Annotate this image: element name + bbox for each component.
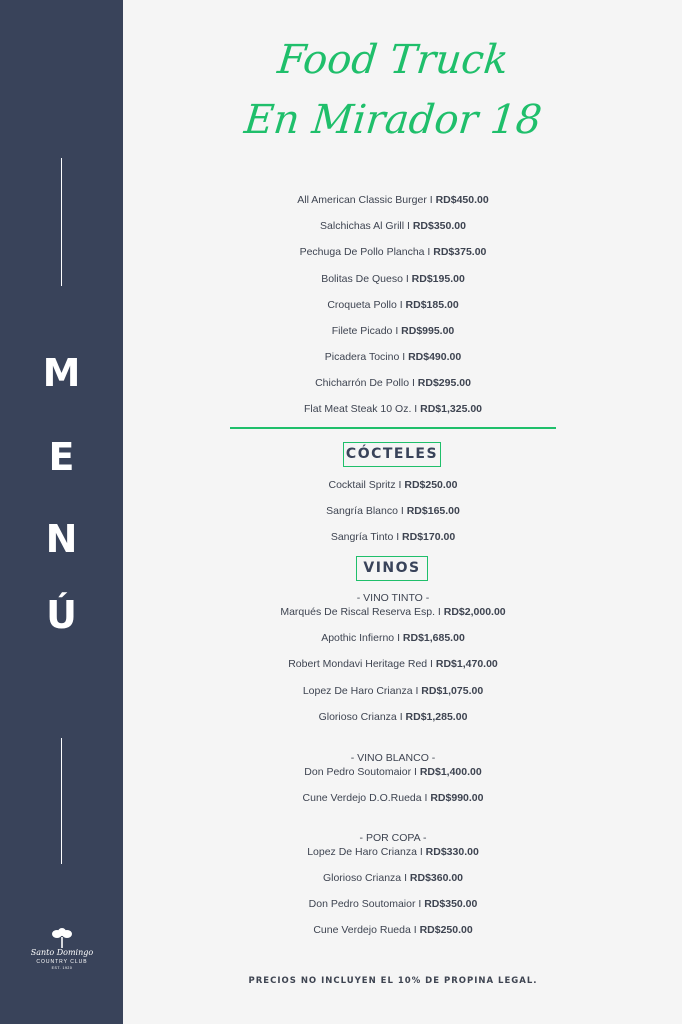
item-price: RD$1,400.00 (419, 766, 482, 778)
item-name: Robert Mondavi Heritage Red I (288, 658, 436, 670)
menu-letter: M (42, 351, 81, 395)
menu-item (230, 246, 556, 258)
item-name: Sangría Blanco I (326, 505, 407, 517)
item-price: RD$350.00 (412, 220, 466, 232)
logo-est: EST. 1920 (51, 966, 73, 970)
item-price: RD$2,000.00 (443, 606, 506, 618)
page-title-line1: Food Truck (275, 37, 511, 83)
item-price: RD$995.00 (401, 325, 455, 337)
menu-letter: E (48, 435, 75, 479)
item-name: Lopez De Haro Crianza I (307, 846, 426, 858)
item-price: RD$1,470.00 (435, 658, 498, 670)
item-name: Lopez De Haro Crianza I (302, 685, 422, 697)
vinos-heading: VINOS (356, 556, 428, 581)
footer-note: PRECIOS NO INCLUYEN EL 10% DE PROPINA LEGAL. (248, 976, 538, 986)
menu-letter: Ú (46, 593, 77, 637)
menu-item (230, 377, 556, 389)
item-name: Picadera Tocino I (324, 351, 409, 363)
item-name: Flat Meat Steak 10 Oz. I (303, 403, 421, 415)
menu-item (230, 792, 556, 804)
menu-item (230, 924, 556, 936)
item-name: Don Pedro Soutomaior I (304, 766, 420, 778)
item-name: Sangría Tinto I (330, 531, 403, 543)
sidebar-top-divider (61, 158, 62, 286)
menu-item (230, 505, 556, 517)
menu-item (230, 273, 556, 285)
menu-item (230, 898, 556, 910)
item-name: All American Classic Burger I (297, 194, 436, 206)
item-price: RD$375.00 (433, 246, 487, 258)
item-price: RD$250.00 (404, 479, 458, 491)
menu-item (230, 220, 556, 232)
club-logo (18, 928, 106, 988)
menu-item (230, 531, 556, 543)
item-name: Marqués De Riscal Reserva Esp. I (280, 606, 444, 618)
item-name: Glorioso Crianza I (322, 872, 410, 884)
item-price: RD$350.00 (424, 898, 478, 910)
menu-item (230, 299, 556, 311)
item-price: RD$1,685.00 (402, 632, 465, 644)
menu-item (230, 479, 556, 491)
item-name: Salchichas Al Grill I (320, 220, 413, 232)
item-name: Pechuga De Pollo Plancha I (299, 246, 434, 258)
item-price: RD$1,325.00 (420, 403, 483, 415)
section-divider (230, 427, 556, 429)
item-price: RD$295.00 (417, 377, 471, 389)
item-price: RD$330.00 (425, 846, 479, 858)
sidebar (0, 0, 123, 1024)
sidebar-bottom-divider (61, 738, 62, 864)
item-price: RD$990.00 (430, 792, 484, 804)
category-label: - POR COPA - (359, 832, 427, 844)
item-price: RD$250.00 (419, 924, 473, 936)
menu-item (230, 872, 556, 884)
item-price: RD$490.00 (408, 351, 462, 363)
cocteles-heading: CÓCTELES (343, 442, 441, 467)
item-price: RD$450.00 (435, 194, 489, 206)
menu-item (230, 351, 556, 363)
item-price: RD$165.00 (406, 505, 460, 517)
menu-letter: N (45, 517, 78, 561)
item-price: RD$170.00 (402, 531, 456, 543)
category-label: - VINO BLANCO - (350, 752, 436, 764)
menu-item (230, 766, 556, 778)
item-name: Bolitas De Queso I (321, 273, 412, 285)
menu-item (230, 685, 556, 697)
item-name: Cocktail Spritz I (328, 479, 405, 491)
page-title-line2: En Mirador 18 (242, 97, 544, 143)
category-label: - VINO TINTO - (356, 592, 430, 604)
menu-item (230, 606, 556, 618)
logo-script: Santo Domingo (30, 948, 94, 957)
item-name: Croqueta Pollo I (327, 299, 406, 311)
item-name: Apothic Infierno I (321, 632, 403, 644)
menu-item (230, 194, 556, 206)
menu-item (230, 325, 556, 337)
menu-item (230, 403, 556, 415)
item-price: RD$360.00 (409, 872, 464, 884)
item-name: Chicharrón De Pollo I (315, 377, 418, 389)
menu-item (230, 846, 556, 858)
menu-item (230, 711, 556, 723)
palm-tree-icon (50, 928, 74, 948)
item-name: Filete Picado I (331, 325, 402, 337)
item-name: Cune Verdejo D.O.Rueda I (302, 792, 431, 804)
item-price: RD$1,075.00 (421, 685, 484, 697)
item-name: Cune Verdejo Rueda I (313, 924, 420, 936)
item-price: RD$195.00 (411, 273, 465, 285)
item-name: Glorioso Crianza I (318, 711, 406, 723)
logo-subtitle: COUNTRY CLUB (36, 959, 88, 965)
item-price: RD$1,285.00 (405, 711, 468, 723)
menu-item (230, 632, 556, 644)
item-name: Don Pedro Soutomaior I (308, 898, 425, 910)
item-price: RD$185.00 (405, 299, 459, 311)
menu-item (230, 658, 556, 670)
